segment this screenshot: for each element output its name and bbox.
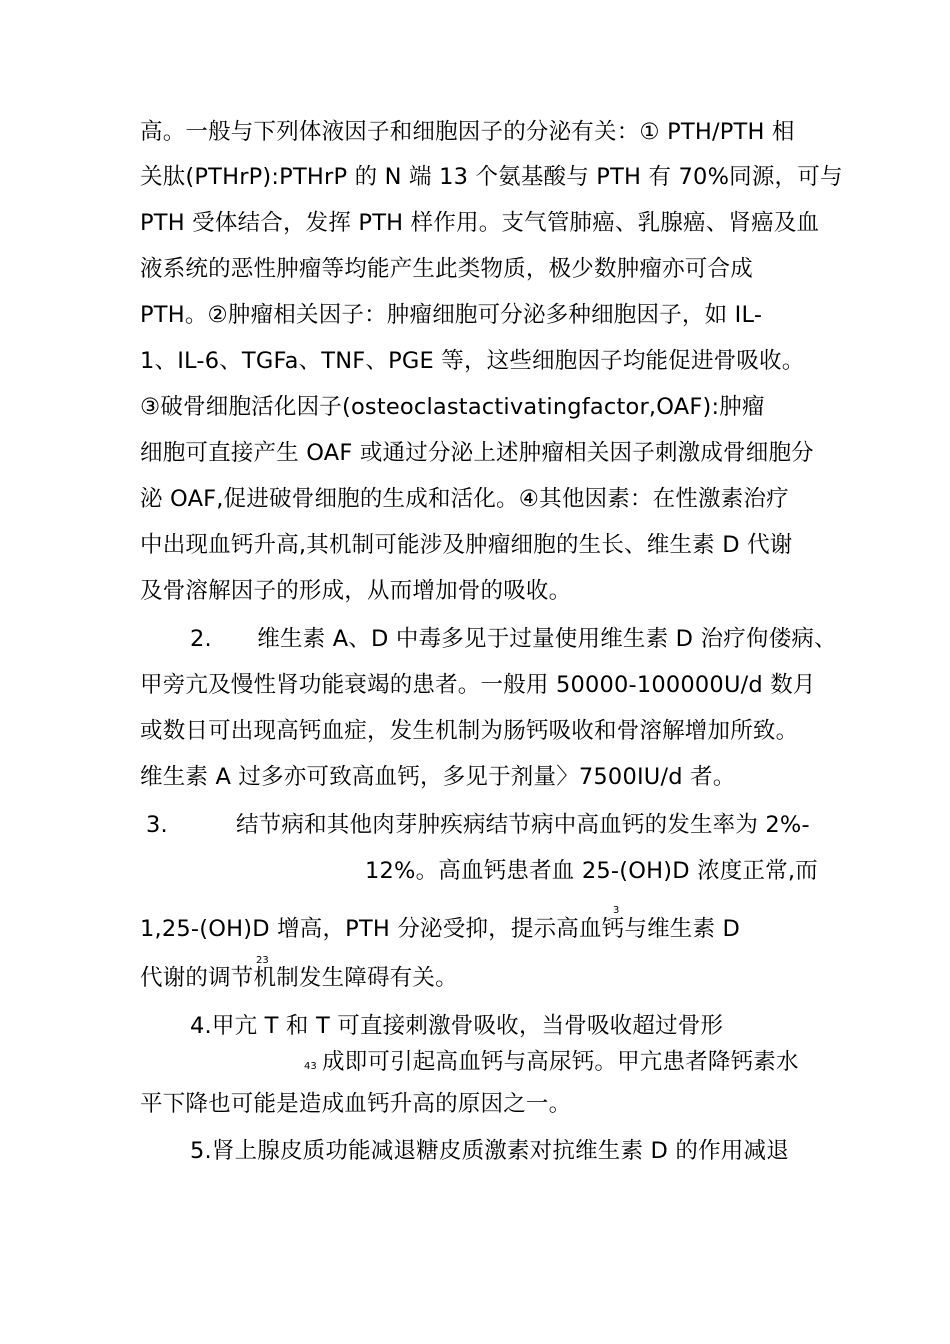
text-line: 1,25-(OH)D 增高，PTH 分泌受抑，提示高血钙与维生素 D xyxy=(140,916,741,942)
subscript-23: 23 xyxy=(256,955,269,966)
text-line: 及骨溶解因子的形成，从而增加骨的吸收。 xyxy=(140,578,572,604)
text-line: 1、IL-6、TGFa、TNF、PGE 等，这些细胞因子均能促进骨吸收。 xyxy=(140,348,805,374)
text-line: 中出现血钙升高,其机制可能涉及肿瘤细胞的生长、维生素 D 代谢 xyxy=(140,532,793,558)
text-line: 12%。高血钙患者血 25-(OH)D 浓度正常,而 xyxy=(365,858,818,884)
text-line: 平下降也可能是造成血钙升高的原因之一。 xyxy=(140,1091,572,1117)
text-line: 高。一般与下列体液因子和细胞因子的分泌有关：① PTH/PTH 相 xyxy=(140,119,795,145)
text-line: PTH。②肿瘤相关因子：肿瘤细胞可分泌多种细胞因子，如 IL- xyxy=(140,302,763,328)
text-line: 维生素 A 过多亦可致高血钙，多见于剂量〉7500IU/d 者。 xyxy=(140,764,736,790)
text-line: 关肽(PTHrP):PTHrP 的 N 端 13 个氨基酸与 PTH 有 70%同源，可与 xyxy=(140,164,843,190)
text-line: 泌 OAF,促进破骨细胞的生成和活化。④其他因素：在性激素治疗 xyxy=(140,486,789,512)
text-line: 4.甲亢 T 和 T 可直接刺激骨吸收，当骨吸收超过骨形 xyxy=(190,1013,724,1039)
subscript-3: 3 xyxy=(613,905,620,916)
text-line: 5.肾上腺皮质功能减退糖皮质激素对抗维生素 D 的作用减退 xyxy=(190,1138,789,1164)
text-line: 甲旁亢及慢性肾功能衰竭的患者。一般用 50000-100000U/d 数月 xyxy=(140,672,816,698)
text-line: 或数日可出现高钙血症，发生机制为肠钙吸收和骨溶解增加所致。 xyxy=(140,718,799,744)
text-line: 2. 维生素 A、D 中毒多见于过量使用维生素 D 治疗佝偻病、 xyxy=(190,626,837,652)
subscript-43: 43 xyxy=(304,1061,317,1072)
text-line: ③破骨细胞活化因子(osteoclastactivatingfactor,OAF):肿瘤 xyxy=(140,394,765,420)
text-line: 3. 结节病和其他肉芽肿疾病结节病中高血钙的发生率为 2%- xyxy=(146,812,810,838)
text-line: 成即可引起高血钙与高尿钙。甲亢患者降钙素水 xyxy=(322,1049,799,1075)
text-line: 细胞可直接产生 OAF 或通过分泌上述肿瘤相关因子刺激成骨细胞分 xyxy=(140,440,814,466)
text-line: PTH 受体结合，发挥 PTH 样作用。支气管肺癌、乳腺癌、肾癌及血 xyxy=(140,210,820,236)
text-line: 液系统的恶性肿瘤等均能产生此类物质，极少数肿瘤亦可合成 xyxy=(140,256,753,282)
text-line: 代谢的调节机制发生障碍有关。 xyxy=(140,965,458,991)
